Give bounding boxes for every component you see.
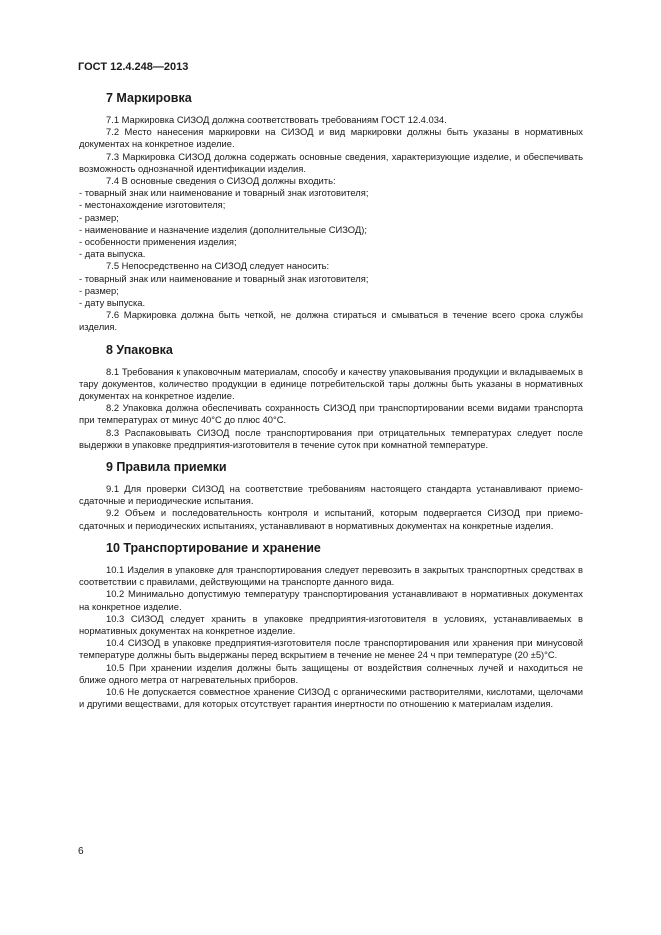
paragraph-7-4: 7.4 В основные сведения о СИЗОД должны входить:	[106, 175, 336, 187]
paragraph-7-6: 7.6 Маркировка должна быть четкой, не должна стираться и смываться в течение всего срока службы изделия.	[79, 309, 583, 333]
paragraph-10-1: 10.1 Изделия в упаковке для транспортирования следует перевозить в закрытых транспортных средствах в соответствии с правилами, действующими на транспорте данного вида.	[79, 563, 583, 588]
list-item: - дата выпуска.	[79, 248, 146, 260]
paragraph-10-2: 10.2 Минимально допустимую температуру транспортирования устанавливают в нормативных документах на конкретное изделие.	[79, 588, 583, 612]
paragraph-10-6: 10.6 Не допускается совместное хранение СИЗОД с органическими растворителями, кислотами, щелочами и другими веществами, для которых отсутствует гарантия инертности по отношению к материалам изделия.	[79, 685, 583, 710]
paragraph-10-5: 10.5 При хранении изделия должны быть защищены от воздействия солнечных лучей и находиться не ближе одного метра от нагревательных приборов.	[79, 661, 583, 685]
page-content	[79, 90, 583, 710]
paragraph-9-1: 9.1 Для проверки СИЗОД на соответствие требованиям настоящего стандарта устанавливают приемо-сдаточные и периодические испытания.	[79, 483, 583, 507]
paragraph-7-2: 7.2 Место нанесения маркировки на СИЗОД и вид маркировки должны быть указаны в нормативных документах на конкретное изделие.	[79, 126, 583, 150]
paragraph-7-1: 7.1 Маркировка СИЗОД должна соответствовать требованиям ГОСТ 12.4.034.	[106, 114, 447, 125]
list-item: - местонахождение изготовителя;	[79, 199, 226, 211]
paragraph-10-3: 10.3 СИЗОД следует хранить в упаковке предприятия-изготовителя в условиях, устанавливаемых в нормативных документах на конкретное изделие.	[79, 612, 583, 636]
section-8-heading: 8 Упаковка	[106, 342, 173, 357]
section-7-heading: 7 Маркировка	[106, 91, 192, 105]
list-item: - товарный знак или наименование и товарный знак изготовителя;	[79, 187, 369, 199]
section-9-heading: 9 Правила приемки	[106, 460, 227, 475]
document-header: ГОСТ 12.4.248—2013	[78, 61, 189, 73]
page-number: 6	[78, 846, 84, 857]
list-item: - особенности применения изделия;	[79, 236, 237, 248]
section-10-heading: 10 Транспортирование и хранение	[106, 540, 321, 555]
list-item: - размер;	[79, 284, 119, 296]
paragraph-10-4: 10.4 СИЗОД в упаковке предприятия-изготовителя после транспортирования или хранения при минусовой температуре должны быть выдержаны перед вскрытием в течение не менее 24 ч при температуре (20 ±5)°С.	[79, 637, 583, 661]
paragraph-8-3: 8.3 Распаковывать СИЗОД после транспортирования при отрицательных температурах следует после выдержки в упаковке предприятия-изготовителя в течение суток при комнатной температуре.	[79, 426, 583, 450]
paragraph-8-1: 8.1 Требования к упаковочным материалам, способу и качеству упаковывания продукции и вкладываемых в тару документов, количество продукции в единице потребительской тары должны быть указаны в нормативных документах на конкретное изделие.	[79, 365, 583, 402]
paragraph-7-3: 7.3 Маркировка СИЗОД должна содержать основные сведения, характеризующие изделие, и обеспечивать возможность однозначной идентификации изделия.	[79, 150, 583, 174]
paragraph-8-2: 8.2 Упаковка должна обеспечивать сохранность СИЗОД при транспортировании всеми видами транспорта при температурах от минус 40°С до плюс 40°С.	[79, 402, 583, 426]
list-item: - дату выпуска.	[79, 297, 146, 309]
paragraph-7-5: 7.5 Непосредственно на СИЗОД следует наносить:	[106, 260, 330, 272]
list-item: - размер;	[79, 211, 119, 223]
list-item: - товарный знак или наименование и товарный знак изготовителя;	[79, 272, 369, 284]
list-item: - наименование и назначение изделия (дополнительные СИЗОД);	[79, 223, 367, 235]
paragraph-9-2: 9.2 Объем и последовательность контроля и испытаний, которым подвергается СИЗОД при приемо-сдаточных и периодических испытаниях, устанавливают в нормативных документах на конкретные изделия.	[79, 507, 583, 531]
